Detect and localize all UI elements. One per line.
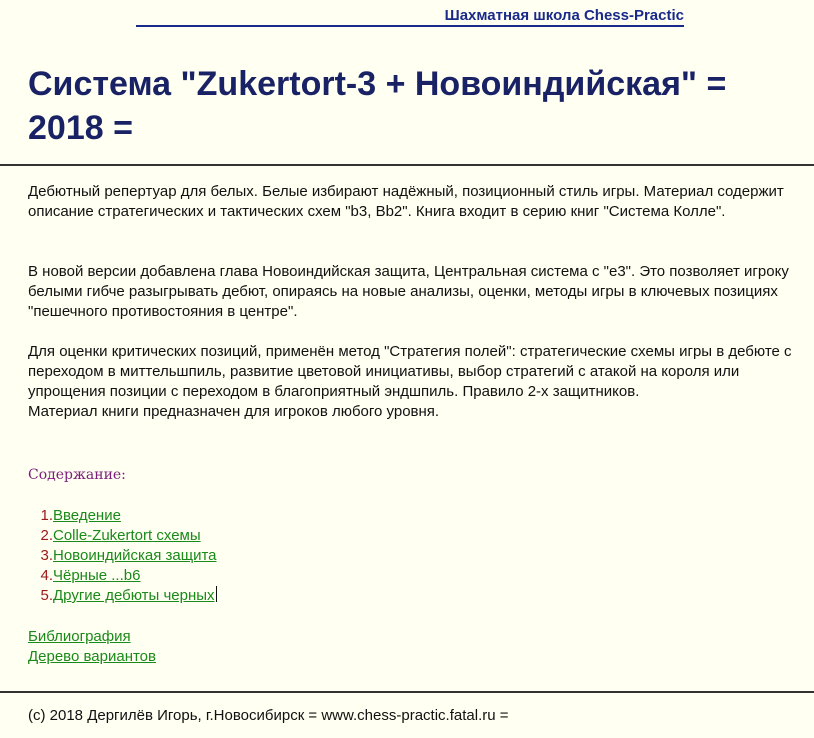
toc-link-black-b6[interactable]: Чёрные ...b6 — [53, 567, 141, 584]
intro-paragraph: Дебютный репертуар для белых. Белые избирают надёжный, позиционный стиль игры. Материал содержит описание стратегических и тактических схем "b3, Bb2". Книга входит в серию книг "Система Колле". — [28, 183, 784, 220]
method-text: Для оценки критических позиций, применён метод "Стратегия полей": стратегические схемы игры в дебюте с переходом в миттельшпиль, развитие цветовой инициативы, выбор стратегий с атакой на короля или упрощения позиции с переходом в благоприятный эндшпиль. Правило 2-х защитников. — [28, 343, 792, 400]
page-title: Система "Zukertort-3 + Новоиндийская" = 2018 = — [28, 65, 727, 147]
variation-tree-link[interactable]: Дерево вариантов — [28, 648, 156, 665]
toc-number: 1. — [40, 507, 53, 524]
toc-number: 2. — [40, 527, 53, 544]
toc-link-colle-zukertort[interactable]: Colle-Zukertort схемы — [53, 527, 201, 544]
top-divider — [0, 164, 814, 166]
toc-item — [28, 526, 217, 546]
toc-link-introduction[interactable]: Введение — [53, 507, 121, 524]
chess-school-link[interactable]: Шахматная школа Chess-Practic — [136, 6, 684, 27]
toc-number: 5. — [40, 587, 53, 604]
audience-text: Материал книги предназначен для игроков любого уровня. — [28, 403, 440, 420]
footer-copyright: (c) 2018 Дергилёв Игорь, г.Новосибирск = www.chess-practic.fatal.ru = — [28, 707, 509, 724]
new-version-paragraph: В новой версии добавлена глава Новоиндийская защита, Центральная система с "e3". Это позволяет игроку белыми гибче разыгрывать дебют, опираясь на новые анализы, оценки, методы игры в ключевых позициях "пешечного противостояния в центре". — [28, 263, 789, 320]
extra-links — [28, 627, 156, 667]
toc-list — [28, 506, 217, 606]
toc-item — [28, 566, 217, 586]
toc-item — [28, 586, 217, 606]
toc-number: 3. — [40, 547, 53, 564]
bottom-divider — [0, 691, 814, 693]
toc-heading: Содержание: — [28, 467, 126, 483]
toc-link-other-black-openings[interactable]: Другие дебюты черных — [53, 587, 215, 604]
method-paragraph — [28, 342, 798, 422]
toc-item — [28, 546, 217, 566]
toc-number: 4. — [40, 567, 53, 584]
toc-link-nimzo-indian[interactable]: Новоиндийская защита — [53, 547, 217, 564]
text-cursor — [216, 586, 217, 602]
bibliography-link[interactable]: Библиография — [28, 628, 131, 645]
toc-item — [28, 506, 217, 526]
